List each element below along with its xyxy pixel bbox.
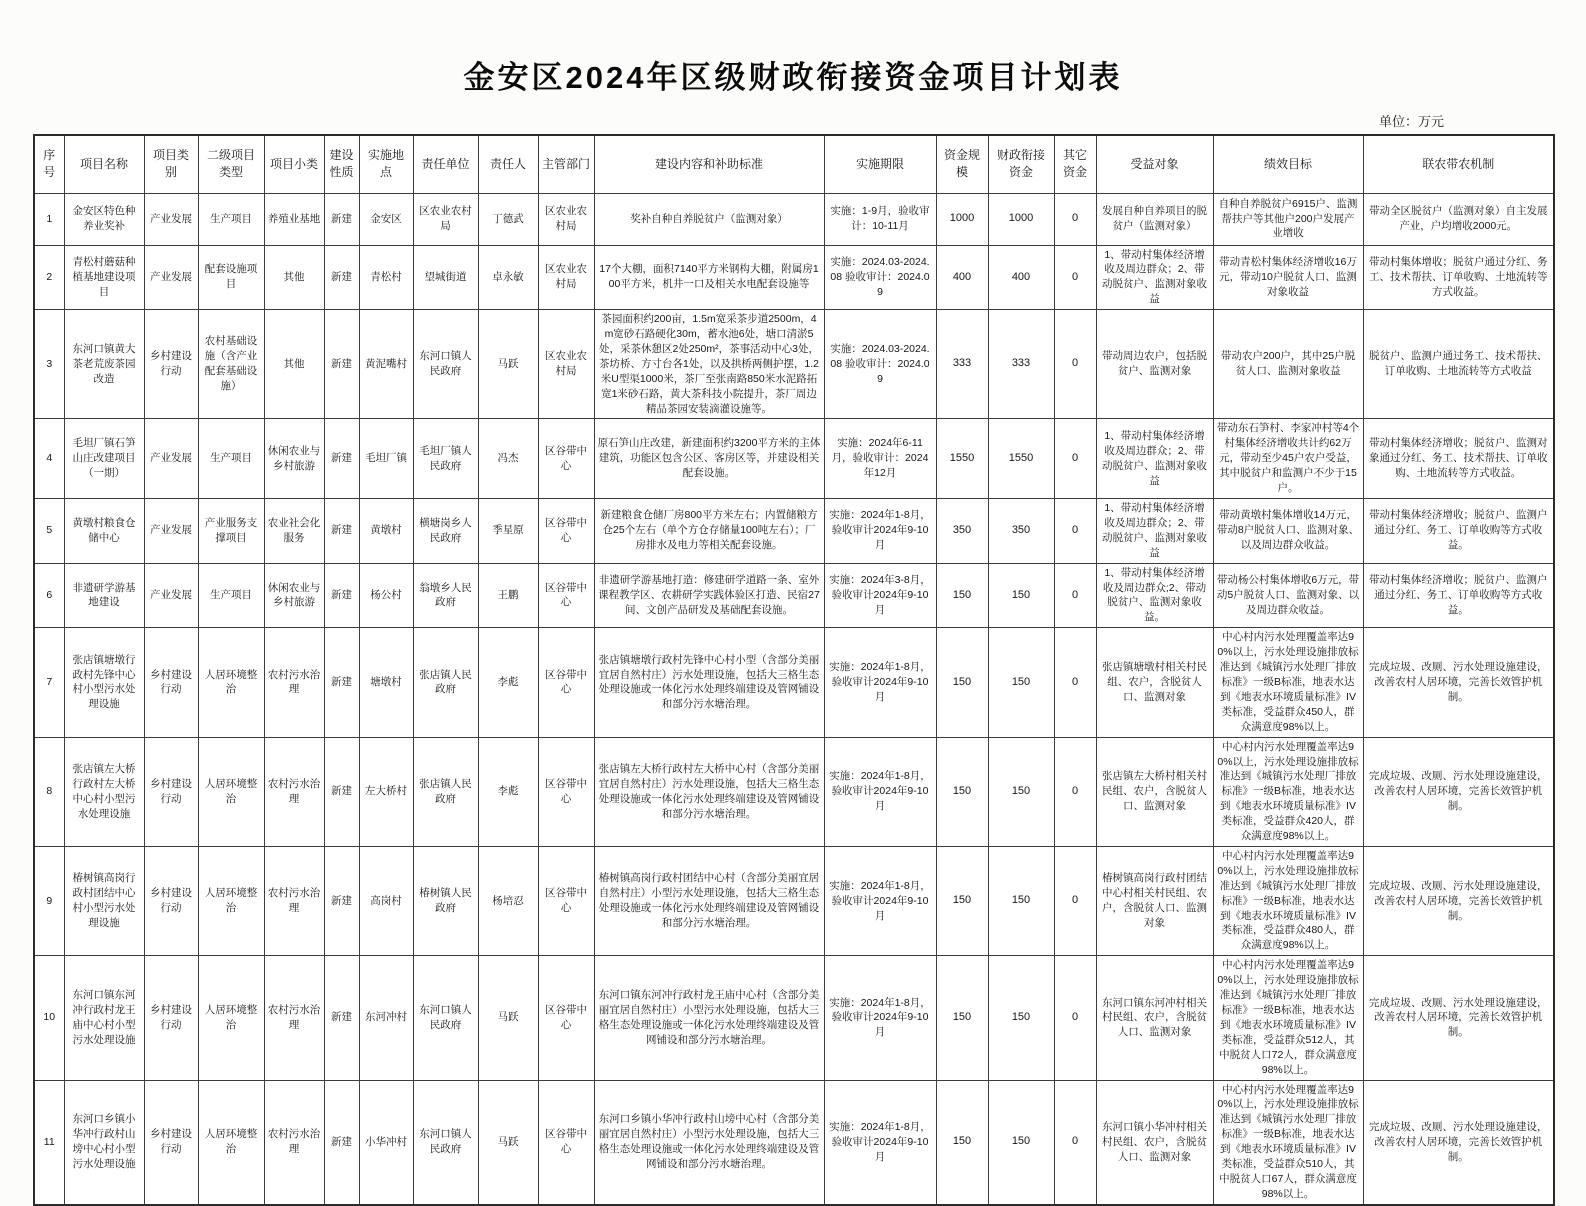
cell-subtype: 其他 (264, 245, 324, 310)
cell-dept: 区谷带中心 (538, 563, 594, 628)
header-beneficiary: 受益对象 (1096, 135, 1213, 193)
header-period: 实施期限 (824, 135, 936, 193)
cell-other: 0 (1054, 1080, 1096, 1205)
cell-mechanism: 带动村集体经济增收；脱贫户、监测户通过分红、务工、订单收购等方式收益。 (1363, 499, 1554, 564)
cell-nature: 新建 (324, 956, 359, 1080)
cell-person: 马跃 (478, 1080, 538, 1205)
table-header (34, 135, 1554, 193)
cell-location: 金安区 (359, 193, 413, 245)
page-title: 金安区2024年区级财政衔接资金项目计划表 (463, 60, 1123, 95)
cell-person: 马跃 (478, 956, 538, 1080)
cell-location: 杨公村 (359, 563, 413, 628)
cell-period: 实施：2024年1-8月，验收审计2024年9-10月 (824, 1080, 936, 1205)
cell-other: 0 (1054, 245, 1096, 310)
cell-project-name: 非遗研学游基地建设 (64, 563, 144, 628)
table-row (34, 499, 1554, 564)
cell-unit: 东河口镇人民政府 (413, 956, 478, 1080)
cell-dept: 区农业农村局 (538, 310, 594, 419)
cell-person: 李彪 (478, 737, 538, 846)
cell-scale: 1550 (936, 419, 988, 499)
cell-subtype: 农业社会化服务 (264, 499, 324, 564)
cell-dept: 区谷带中心 (538, 499, 594, 564)
cell-person: 冯杰 (478, 419, 538, 499)
cell-unit: 椿树镇人民政府 (413, 846, 478, 955)
cell-type2: 配套设施项目 (198, 245, 264, 310)
cell-type2: 人居环境整治 (198, 956, 264, 1080)
cell-other: 0 (1054, 956, 1096, 1080)
cell-project-name: 张店镇左大桥行政村左大桥中心村小型污水处理设施 (64, 737, 144, 846)
cell-nature: 新建 (324, 737, 359, 846)
cell-other: 0 (1054, 193, 1096, 245)
cell-dept: 区农业农村局 (538, 193, 594, 245)
cell-type2: 人居环境整治 (198, 1080, 264, 1205)
cell-period: 实施：2024.03-2024.08 验收审计：2024.09 (824, 310, 936, 419)
table-row (34, 310, 1554, 419)
cell-scale: 150 (936, 628, 988, 737)
cell-type2: 农村基础设施（含产业配套基础设施） (198, 310, 264, 419)
cell-period: 实施：2024年1-8月，验收审计2024年9-10月 (824, 956, 936, 1080)
table-row (34, 628, 1554, 737)
cell-category: 乡村建设行动 (144, 737, 198, 846)
cell-period: 实施：2024年1-8月，验收审计2024年9-10月 (824, 846, 936, 955)
cell-period: 实施：2024年1-8月，验收审计2024年9-10月 (824, 737, 936, 846)
cell-scale: 333 (936, 310, 988, 419)
cell-fiscal: 400 (988, 245, 1054, 310)
header-row (34, 135, 1554, 193)
cell-subtype: 养殖业基地 (264, 193, 324, 245)
cell-subtype: 农村污水治理 (264, 628, 324, 737)
cell-mechanism: 带动全区脱贫户（监测对象）自主发展产业，户均增收2000元。 (1363, 193, 1554, 245)
cell-target: 中心村内污水处理覆盖率达90%以上，污水处理设施排放标准达到《城镇污水处理厂排放标准》一级B标准，地表水达到《地表水环境质量标准》IV类标准，受益群众450人，群众满意度98%以上。 (1213, 628, 1363, 737)
cell-beneficiary: 1、带动村集体经济增收及周边群众；2、带动脱贫户、监测对象收益 (1096, 245, 1213, 310)
cell-content: 东河口乡镇小华冲行政村山塝中心村（含部分美丽宜居自然村庄）小型污水处理设施，包括大三格生态处理设施或一体化污水处理终端建设及管网铺设和部分污水塘治理。 (594, 1080, 824, 1205)
cell-no: 6 (34, 563, 64, 628)
cell-mechanism: 完成垃圾、改厕、污水处理设施建设，改善农村人居环境，完善长效管护机制。 (1363, 628, 1554, 737)
header-location: 实施地点 (359, 135, 413, 193)
cell-beneficiary: 带动周边农户，包括脱贫户、监测对象 (1096, 310, 1213, 419)
cell-beneficiary: 东河口镇东河冲村相关村民组、农户，含脱贫人口、监测对象 (1096, 956, 1213, 1080)
cell-nature: 新建 (324, 193, 359, 245)
table-row (34, 563, 1554, 628)
project-plan-table (33, 134, 1555, 1206)
header-project-name: 项目名称 (64, 135, 144, 193)
cell-other: 0 (1054, 419, 1096, 499)
cell-nature: 新建 (324, 563, 359, 628)
cell-category: 乡村建设行动 (144, 310, 198, 419)
cell-category: 产业发展 (144, 245, 198, 310)
cell-project-name: 毛坦厂镇石笋山庄改建项目（一期） (64, 419, 144, 499)
cell-content: 新建粮食仓储厂房800平方米左右；内置储粮方仓25个左右（单个方仓存储量100吨左右）；厂房排水及电力等相关配套设施。 (594, 499, 824, 564)
cell-no: 1 (34, 193, 64, 245)
cell-no: 3 (34, 310, 64, 419)
cell-other: 0 (1054, 737, 1096, 846)
cell-beneficiary: 东河口镇小华冲村相关村民组、农户，含脱贫人口、监测对象 (1096, 1080, 1213, 1205)
unit-note: 单位：万元 (1378, 114, 1444, 129)
cell-fiscal: 150 (988, 563, 1054, 628)
cell-person: 卓永敏 (478, 245, 538, 310)
cell-person: 马跃 (478, 310, 538, 419)
cell-beneficiary: 发展自种自养项目的脱贫户（监测对象） (1096, 193, 1213, 245)
cell-subtype: 休闲农业与乡村旅游 (264, 419, 324, 499)
header-content: 建设内容和补助标准 (594, 135, 824, 193)
cell-fiscal: 150 (988, 628, 1054, 737)
cell-target: 中心村内污水处理覆盖率达90%以上，污水处理设施排放标准达到《城镇污水处理厂排放标准》一级B标准，地表水达到《地表水环境质量标准》IV类标准，受益群众510人，其中脱贫人口67人，群众满意度98%以上。 (1213, 1080, 1363, 1205)
cell-category: 乡村建设行动 (144, 628, 198, 737)
cell-target: 带动农户200户，其中25户脱贫人口、监测对象收益 (1213, 310, 1363, 419)
table-row (34, 1080, 1554, 1205)
cell-other: 0 (1054, 499, 1096, 564)
cell-nature: 新建 (324, 419, 359, 499)
cell-target: 带动杨公村集体增收6万元，带动5户脱贫人口、监测对象、以及周边群众收益。 (1213, 563, 1363, 628)
cell-target: 中心村内污水处理覆盖率达90%以上，污水处理设施排放标准达到《城镇污水处理厂排放标准》一级B标准，地表水达到《地表水环境质量标准》IV类标准，受益群众420人，群众满意度98%以上。 (1213, 737, 1363, 846)
cell-nature: 新建 (324, 245, 359, 310)
cell-unit: 横塘岗乡人民政府 (413, 499, 478, 564)
cell-dept: 区谷带中心 (538, 1080, 594, 1205)
cell-target: 带动黄墩村集体增收14万元，带动8户脱贫人口、监测对象、以及周边群众收益。 (1213, 499, 1363, 564)
cell-target: 中心村内污水处理覆盖率达90%以上，污水处理设施排放标准达到《城镇污水处理厂排放标准》一级B标准，地表水达到《地表水环境质量标准》IV类标准，受益群众512人，其中脱贫人口72人，群众满意度98%以上。 (1213, 956, 1363, 1080)
cell-person: 季星原 (478, 499, 538, 564)
cell-type2: 生产项目 (198, 193, 264, 245)
cell-unit: 张店镇人民政府 (413, 628, 478, 737)
cell-fiscal: 1000 (988, 193, 1054, 245)
cell-project-name: 青松村蘑菇种植基地建设项目 (64, 245, 144, 310)
header-mechanism: 联农带农机制 (1363, 135, 1554, 193)
cell-content: 茶园面积约200亩，1.5m宽采茶步道2500m，4m宽砂石路硬化30m，蓄水池6处，塘口清淤5处，采茶休憩区2处250m²，茶事活动中心3处，茶坊桥、方寸台各1处，以及拱桥两侧护摆，1.2米U型渠1000米，茶厂至张南路850米水泥路拓宽1米砂石路，黄大茶科技小院提升，茶厂周边精品茶园安装滴灌设施等。 (594, 310, 824, 419)
table-body (34, 193, 1554, 1205)
cell-dept: 区农业农村局 (538, 245, 594, 310)
cell-target: 自种自养脱贫户6915户、监测帮扶户等其他户200户发展产业增收 (1213, 193, 1363, 245)
cell-project-name: 椿树镇高岗行政村团结中心村小型污水处理设施 (64, 846, 144, 955)
cell-category: 乡村建设行动 (144, 1080, 198, 1205)
cell-beneficiary: 椿树镇高岗行政村团结中心村相关村民组、农户，含脱贫人口、监测对象 (1096, 846, 1213, 955)
cell-dept: 区谷带中心 (538, 419, 594, 499)
cell-project-name: 东河口镇东河冲行政村龙王庙中心村小型污水处理设施 (64, 956, 144, 1080)
header-dept: 主管部门 (538, 135, 594, 193)
cell-no: 5 (34, 499, 64, 564)
cell-subtype: 农村污水治理 (264, 956, 324, 1080)
cell-scale: 350 (936, 499, 988, 564)
header-person: 责任人 (478, 135, 538, 193)
cell-no: 2 (34, 245, 64, 310)
cell-no: 10 (34, 956, 64, 1080)
cell-no: 11 (34, 1080, 64, 1205)
cell-content: 椿树镇高岗行政村团结中心村（含部分美丽宜居自然村庄）小型污水处理设施，包括大三格生态处理设施或一体化污水处理终端建设及管网铺设和部分污水塘治理。 (594, 846, 824, 955)
cell-no: 7 (34, 628, 64, 737)
cell-target: 中心村内污水处理覆盖率达90%以上，污水处理设施排放标准达到《城镇污水处理厂排放标准》一级B标准，地表水达到《地表水环境质量标准》IV类标准，受益群众480人，群众满意度98%以上。 (1213, 846, 1363, 955)
cell-subtype: 其他 (264, 310, 324, 419)
cell-location: 高岗村 (359, 846, 413, 955)
cell-unit: 东河口镇人民政府 (413, 310, 478, 419)
cell-target: 带动东石笋村、李家冲村等4个村集体经济增收共计约62万元，带动至少45户农户受益，其中脱贫户和监测户不少于15户。 (1213, 419, 1363, 499)
cell-scale: 150 (936, 1080, 988, 1205)
cell-mechanism: 脱贫户、监测户通过务工、技术帮扶、订单收购、土地流转等方式收益 (1363, 310, 1554, 419)
cell-nature: 新建 (324, 846, 359, 955)
cell-location: 黄泥嘴村 (359, 310, 413, 419)
table-row (34, 193, 1554, 245)
cell-other: 0 (1054, 846, 1096, 955)
header-category: 项目类别 (144, 135, 198, 193)
cell-type2: 人居环境整治 (198, 737, 264, 846)
cell-period: 实施：2024.03-2024.08 验收审计：2024.09 (824, 245, 936, 310)
cell-beneficiary: 1、带动村集体经济增收及周边群众;2、带动脱贫户、监测对象收益。 (1096, 563, 1213, 628)
cell-subtype: 农村污水治理 (264, 737, 324, 846)
cell-type2: 生产项目 (198, 419, 264, 499)
cell-person: 杨培忍 (478, 846, 538, 955)
cell-period: 实施：2024年1-8月，验收审计2024年9-10月 (824, 628, 936, 737)
cell-location: 东河冲村 (359, 956, 413, 1080)
header-target: 绩效目标 (1213, 135, 1363, 193)
cell-type2: 人居环境整治 (198, 628, 264, 737)
header-other: 其它资金 (1054, 135, 1096, 193)
cell-location: 左大桥村 (359, 737, 413, 846)
cell-scale: 150 (936, 956, 988, 1080)
cell-content: 17个大棚，面积7140平方米钢构大棚，附属房100平方米，机井一口及相关水电配套设施等 (594, 245, 824, 310)
cell-fiscal: 350 (988, 499, 1054, 564)
cell-person: 李彪 (478, 628, 538, 737)
cell-project-name: 金安区特色种养业奖补 (64, 193, 144, 245)
cell-fiscal: 333 (988, 310, 1054, 419)
cell-fiscal: 1550 (988, 419, 1054, 499)
cell-mechanism: 带动村集体经济增收；脱贫户、监测对象通过分红、务工、技术帮扶、订单收购、土地流转等方式收益。 (1363, 419, 1554, 499)
cell-nature: 新建 (324, 628, 359, 737)
cell-beneficiary: 张店镇塘墩村相关村民组、农户，含脱贫人口、监测对象 (1096, 628, 1213, 737)
cell-location: 毛坦厂镇 (359, 419, 413, 499)
header-nature: 建设性质 (324, 135, 359, 193)
cell-project-name: 东河口乡镇小华冲行政村山塝中心村小型污水处理设施 (64, 1080, 144, 1205)
cell-category: 乡村建设行动 (144, 956, 198, 1080)
cell-fiscal: 150 (988, 846, 1054, 955)
cell-mechanism: 完成垃圾、改厕、污水处理设施建设，改善农村人居环境，完善长效管护机制。 (1363, 1080, 1554, 1205)
cell-fiscal: 150 (988, 737, 1054, 846)
cell-fiscal: 150 (988, 956, 1054, 1080)
cell-other: 0 (1054, 563, 1096, 628)
cell-unit: 望城街道 (413, 245, 478, 310)
cell-nature: 新建 (324, 310, 359, 419)
cell-category: 产业发展 (144, 499, 198, 564)
cell-target: 带动青松村集体经济增收16万元，带动10户脱贫人口、监测对象收益 (1213, 245, 1363, 310)
cell-scale: 150 (936, 737, 988, 846)
cell-unit: 区农业农村局 (413, 193, 478, 245)
cell-category: 产业发展 (144, 193, 198, 245)
cell-period: 实施：2024年6-11月，验收审计：2024年12月 (824, 419, 936, 499)
table-row (34, 419, 1554, 499)
cell-content: 张店镇左大桥行政村左大桥中心村（含部分美丽宜居自然村庄）污水处理设施，包括大三格生态处理设施或一体化污水处理终端建设及管网铺设和部分污水塘治理。 (594, 737, 824, 846)
cell-person: 王鹏 (478, 563, 538, 628)
cell-unit: 毛坦厂镇人民政府 (413, 419, 478, 499)
cell-location: 塘墩村 (359, 628, 413, 737)
cell-beneficiary: 张店镇左大桥村相关村民组、农户，含脱贫人口、监测对象 (1096, 737, 1213, 846)
cell-content: 原石笋山庄改建，新建面积约3200平方米的主体建筑，功能区包含公区、客房区等，并建设相关配套设施。 (594, 419, 824, 499)
cell-no: 8 (34, 737, 64, 846)
header-type2: 二级项目类型 (198, 135, 264, 193)
cell-mechanism: 完成垃圾、改厕、污水处理设施建设，改善农村人居环境，完善长效管护机制。 (1363, 956, 1554, 1080)
header-scale: 资金规模 (936, 135, 988, 193)
cell-unit: 张店镇人民政府 (413, 737, 478, 846)
cell-period: 实施：2024年1-8月，验收审计2024年9-10月 (824, 499, 936, 564)
cell-scale: 400 (936, 245, 988, 310)
cell-subtype: 休闲农业与乡村旅游 (264, 563, 324, 628)
cell-scale: 150 (936, 846, 988, 955)
cell-type2: 产业服务支撑项目 (198, 499, 264, 564)
cell-unit: 东河口镇人民政府 (413, 1080, 478, 1205)
header-unit: 责任单位 (413, 135, 478, 193)
table-row (34, 737, 1554, 846)
cell-location: 青松村 (359, 245, 413, 310)
cell-dept: 区谷带中心 (538, 846, 594, 955)
cell-scale: 150 (936, 563, 988, 628)
cell-project-name: 张店镇塘墩行政村先锋中心村小型污水处理设施 (64, 628, 144, 737)
cell-period: 实施：2024年3-8月，验收审计2024年9-10月 (824, 563, 936, 628)
cell-mechanism: 带动村集体经济增收；脱贫户、监测户通过分红、务工、订单收购等方式收益。 (1363, 563, 1554, 628)
cell-content: 非遗研学游基地打造：修建研学道路一条、室外课程教学区、农耕研学实践体验区打造、民宿27间、文创产品研发及基础配套设施。 (594, 563, 824, 628)
table-row (34, 846, 1554, 955)
header-no: 序号 (34, 135, 64, 193)
cell-category: 产业发展 (144, 563, 198, 628)
cell-mechanism: 完成垃圾、改厕、污水处理设施建设，改善农村人居环境，完善长效管护机制。 (1363, 846, 1554, 955)
cell-mechanism: 带动村集体增收；脱贫户通过分红、务工、技术帮扶、订单收购、土地流转等方式收益。 (1363, 245, 1554, 310)
cell-subtype: 农村污水治理 (264, 1080, 324, 1205)
cell-type2: 人居环境整治 (198, 846, 264, 955)
cell-fiscal: 150 (988, 1080, 1054, 1205)
cell-location: 黄墩村 (359, 499, 413, 564)
cell-nature: 新建 (324, 1080, 359, 1205)
cell-mechanism: 完成垃圾、改厕、污水处理设施建设，改善农村人居环境，完善长效管护机制。 (1363, 737, 1554, 846)
cell-other: 0 (1054, 628, 1096, 737)
cell-location: 小华冲村 (359, 1080, 413, 1205)
cell-content: 奖补自种自养脱贫户（监测对象） (594, 193, 824, 245)
cell-beneficiary: 1、带动村集体经济增收及周边群众；2、带动脱贫户、监测对象收益 (1096, 499, 1213, 564)
cell-subtype: 农村污水治理 (264, 846, 324, 955)
cell-nature: 新建 (324, 499, 359, 564)
cell-project-name: 黄墩村粮食仓储中心 (64, 499, 144, 564)
cell-dept: 区谷带中心 (538, 956, 594, 1080)
cell-type2: 生产项目 (198, 563, 264, 628)
header-subtype: 项目小类 (264, 135, 324, 193)
table-row (34, 245, 1554, 310)
cell-project-name: 东河口镇黄大茶老荒废茶园改造 (64, 310, 144, 419)
cell-content: 东河口镇东河冲行政村龙王庙中心村（含部分美丽宜居自然村庄）小型污水处理设施，包括大三格生态处理设施或一体化污水处理终端建设及管网铺设和部分污水塘治理。 (594, 956, 824, 1080)
cell-dept: 区谷带中心 (538, 737, 594, 846)
cell-unit: 翁墩乡人民政府 (413, 563, 478, 628)
cell-other: 0 (1054, 310, 1096, 419)
cell-category: 产业发展 (144, 419, 198, 499)
cell-content: 张店镇塘墩行政村先锋中心村小型（含部分美丽宜居自然村庄）污水处理设施，包括大三格生态处理设施或一体化污水处理终端建设及管网铺设和部分污水塘治理。 (594, 628, 824, 737)
cell-beneficiary: 1、带动村集体经济增收及周边群众；2、带动脱贫户、监测对象收益 (1096, 419, 1213, 499)
cell-period: 实施：1-9月，验收审计：10-11月 (824, 193, 936, 245)
header-fiscal: 财政衔接资金 (988, 135, 1054, 193)
cell-dept: 区谷带中心 (538, 628, 594, 737)
cell-scale: 1000 (936, 193, 988, 245)
cell-no: 9 (34, 846, 64, 955)
cell-no: 4 (34, 419, 64, 499)
cell-person: 丁德武 (478, 193, 538, 245)
cell-category: 乡村建设行动 (144, 846, 198, 955)
table-row (34, 956, 1554, 1080)
